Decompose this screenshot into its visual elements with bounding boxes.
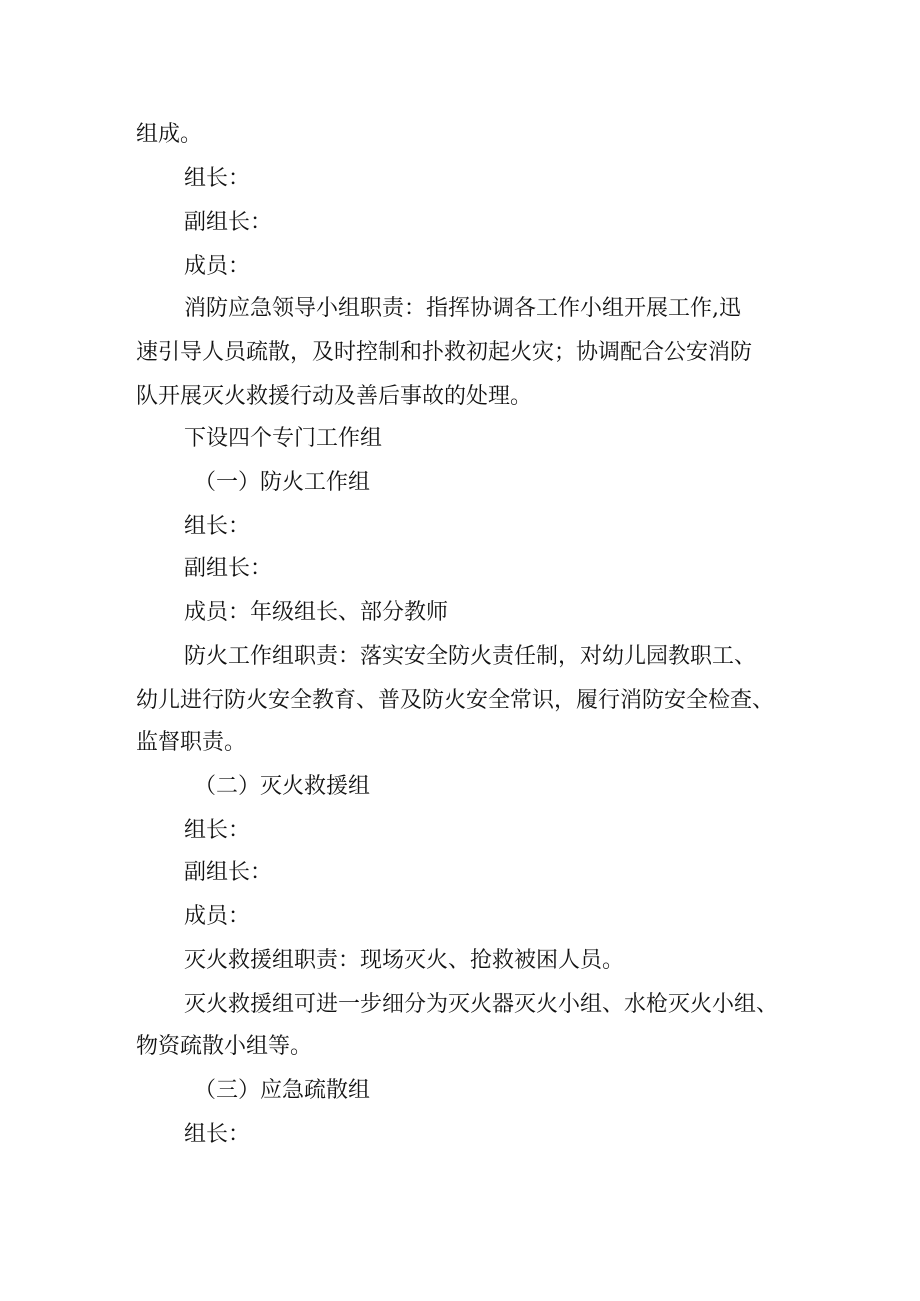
text-line: 组长：: [184, 514, 251, 539]
paragraph-line: 监督职责。: [136, 730, 247, 755]
text-line: 成员：年级组长、部分教师: [184, 600, 449, 625]
text-line: 副组长：: [184, 210, 273, 235]
text-line: 组长：: [184, 818, 251, 843]
paragraph-line: 消防应急领导小组职责：指挥协调各工作小组开展工作,迅: [184, 296, 741, 321]
text-line: 成员：: [184, 254, 251, 279]
paragraph-line: 防火工作组职责：落实安全防火责任制，对幼儿园教职工、: [184, 644, 757, 669]
text-line: 组长：: [184, 1122, 251, 1147]
text-line: 下设四个专门工作组: [184, 426, 383, 451]
text-line: 副组长：: [184, 860, 273, 885]
text-line: 成员：: [184, 904, 251, 929]
paragraph-line: 物资疏散小组等。: [136, 1034, 313, 1059]
paragraph-line: 速引导人员疏散，及时控制和扑救初起火灾；协调配合公安消防: [136, 340, 753, 365]
paragraph-line: 灭火救援组可进一步细分为灭火器灭火小组、水枪灭火小组、: [184, 992, 779, 1017]
paragraph-line: 灭火救援组职责：现场灭火、抢救被困人员。: [184, 948, 625, 973]
section-heading: （一）防火工作组: [194, 470, 371, 495]
text-line: 副组长：: [184, 556, 273, 581]
text-line: 组成。: [136, 122, 203, 147]
section-heading: （二）灭火救援组: [194, 774, 371, 799]
section-heading: （三）应急疏散组: [194, 1078, 371, 1103]
paragraph-line: 队开展灭火救援行动及善后事故的处理。: [136, 384, 533, 409]
text-line: 组长：: [184, 166, 251, 191]
paragraph-line: 幼儿进行防火安全教育、普及防火安全常识，履行消防安全检查、: [136, 688, 775, 713]
